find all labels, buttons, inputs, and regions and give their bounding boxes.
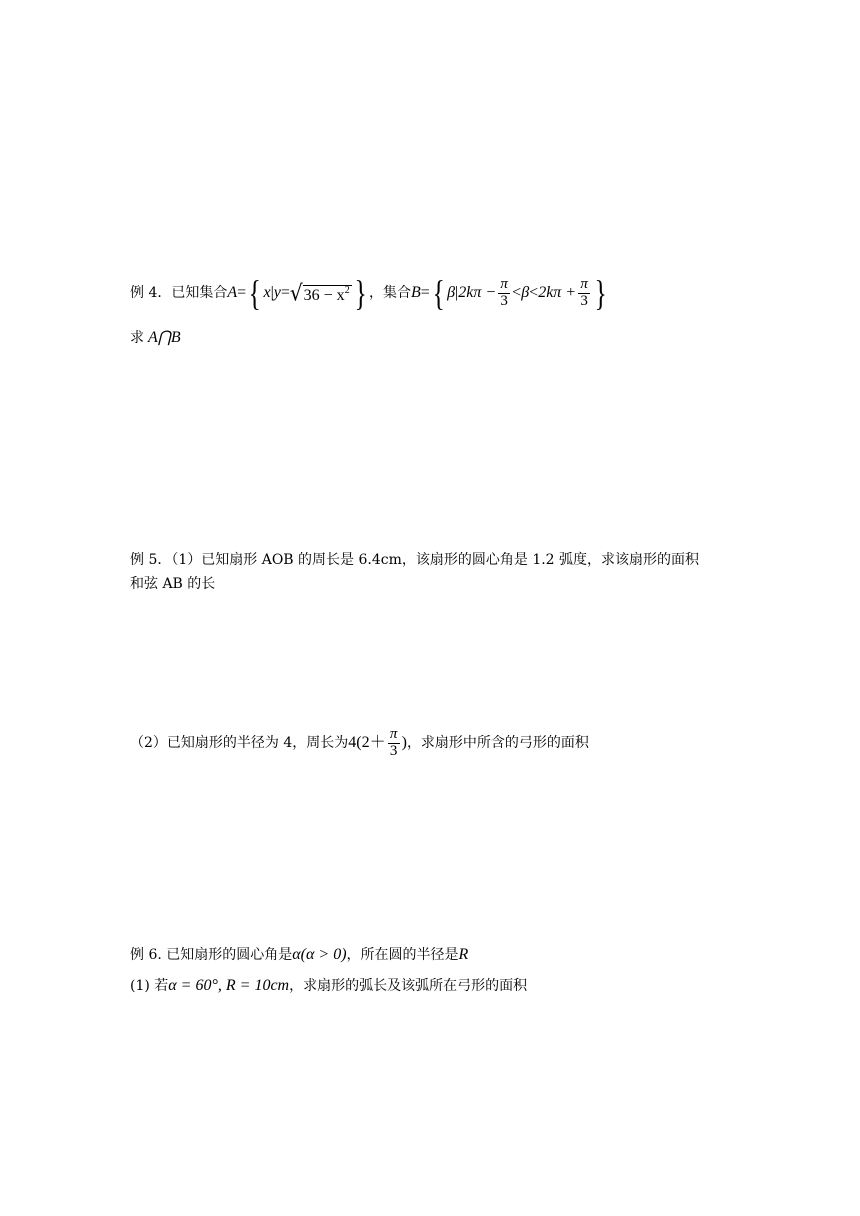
left-brace: { [432, 273, 445, 313]
fraction-pi-over-3: $\frac{\pi}{3}$ [498, 277, 510, 310]
square-root [289, 279, 352, 306]
radical-sign: √ [289, 279, 303, 306]
left-brace: { [248, 273, 261, 313]
fraction-pi-over-3: $\frac{\pi}{3}$ [388, 727, 400, 760]
example-4-line-1 [130, 275, 609, 311]
set-separator: ，集合 [368, 285, 411, 301]
term-upper: 2kπ + [538, 284, 577, 301]
set-a-symbol: A [227, 284, 238, 301]
example-5-line-2 [130, 577, 215, 591]
set-a-var-y: y [273, 284, 281, 301]
given-values: α = 60°, R = 10cm [168, 977, 290, 994]
fraction-pi-over-3: $\frac{\pi}{3}$ [578, 277, 590, 310]
part-2-prefix: （2）已知扇形的半径为 4，周长为 [130, 735, 349, 752]
less-than: < [529, 284, 539, 301]
beta-var: β [521, 284, 530, 301]
equals-sign: = [280, 284, 290, 301]
right-brace: } [354, 273, 367, 313]
example-6-prefix: 例 6. 已知扇形的圆心角是 [130, 947, 293, 963]
exponent: 2 [344, 284, 350, 296]
set-b-bar: | [455, 284, 459, 301]
radicand: 36 − x [303, 286, 345, 304]
set-a-bar: | [270, 284, 274, 301]
less-than: < [512, 284, 522, 301]
term-lower: 2kπ − [458, 284, 497, 301]
example-6-line-2 [130, 978, 527, 994]
set-b-symbol: B [410, 284, 421, 301]
example-5-line-1 [130, 553, 699, 567]
set-b-var-beta: β [447, 284, 456, 301]
example-6-line-1 [130, 947, 468, 963]
equals-sign: = [237, 284, 247, 301]
example-5-text: 例 5．（1）已知扇形 AOB 的周长是 6.4cm，该扇形的圆心角是 1.2 弧度，求该扇形的面积 [130, 552, 700, 568]
example-4-label: 例 4．已知集合 [130, 285, 228, 301]
right-brace: } [594, 273, 607, 313]
set-a-var-x: x [263, 284, 271, 301]
radius-symbol: R [458, 946, 469, 963]
part-1-prefix: (1) 若 [130, 978, 169, 994]
example-6-mid: ，所在圆的半径是 [346, 947, 459, 963]
angle-condition: α(α > 0) [292, 946, 347, 963]
perimeter-expr-pre: 4(2＋ [348, 734, 386, 752]
equals-sign: = [420, 284, 430, 301]
example-5-part-2 [130, 727, 589, 760]
part-1-suffix: ，求扇形的弧长及该弧所在弓形的面积 [289, 978, 528, 994]
part-2-suffix: ，求扇形中所含的弓形的面积 [406, 735, 589, 752]
perimeter-expr-post: ) [401, 734, 407, 752]
intersection-expr: A⋂B [148, 329, 181, 346]
example-4-line-2 [130, 330, 181, 346]
ask-prefix: 求 [130, 330, 144, 346]
example-5-text-cont: 和弦 AB 的长 [130, 576, 216, 592]
